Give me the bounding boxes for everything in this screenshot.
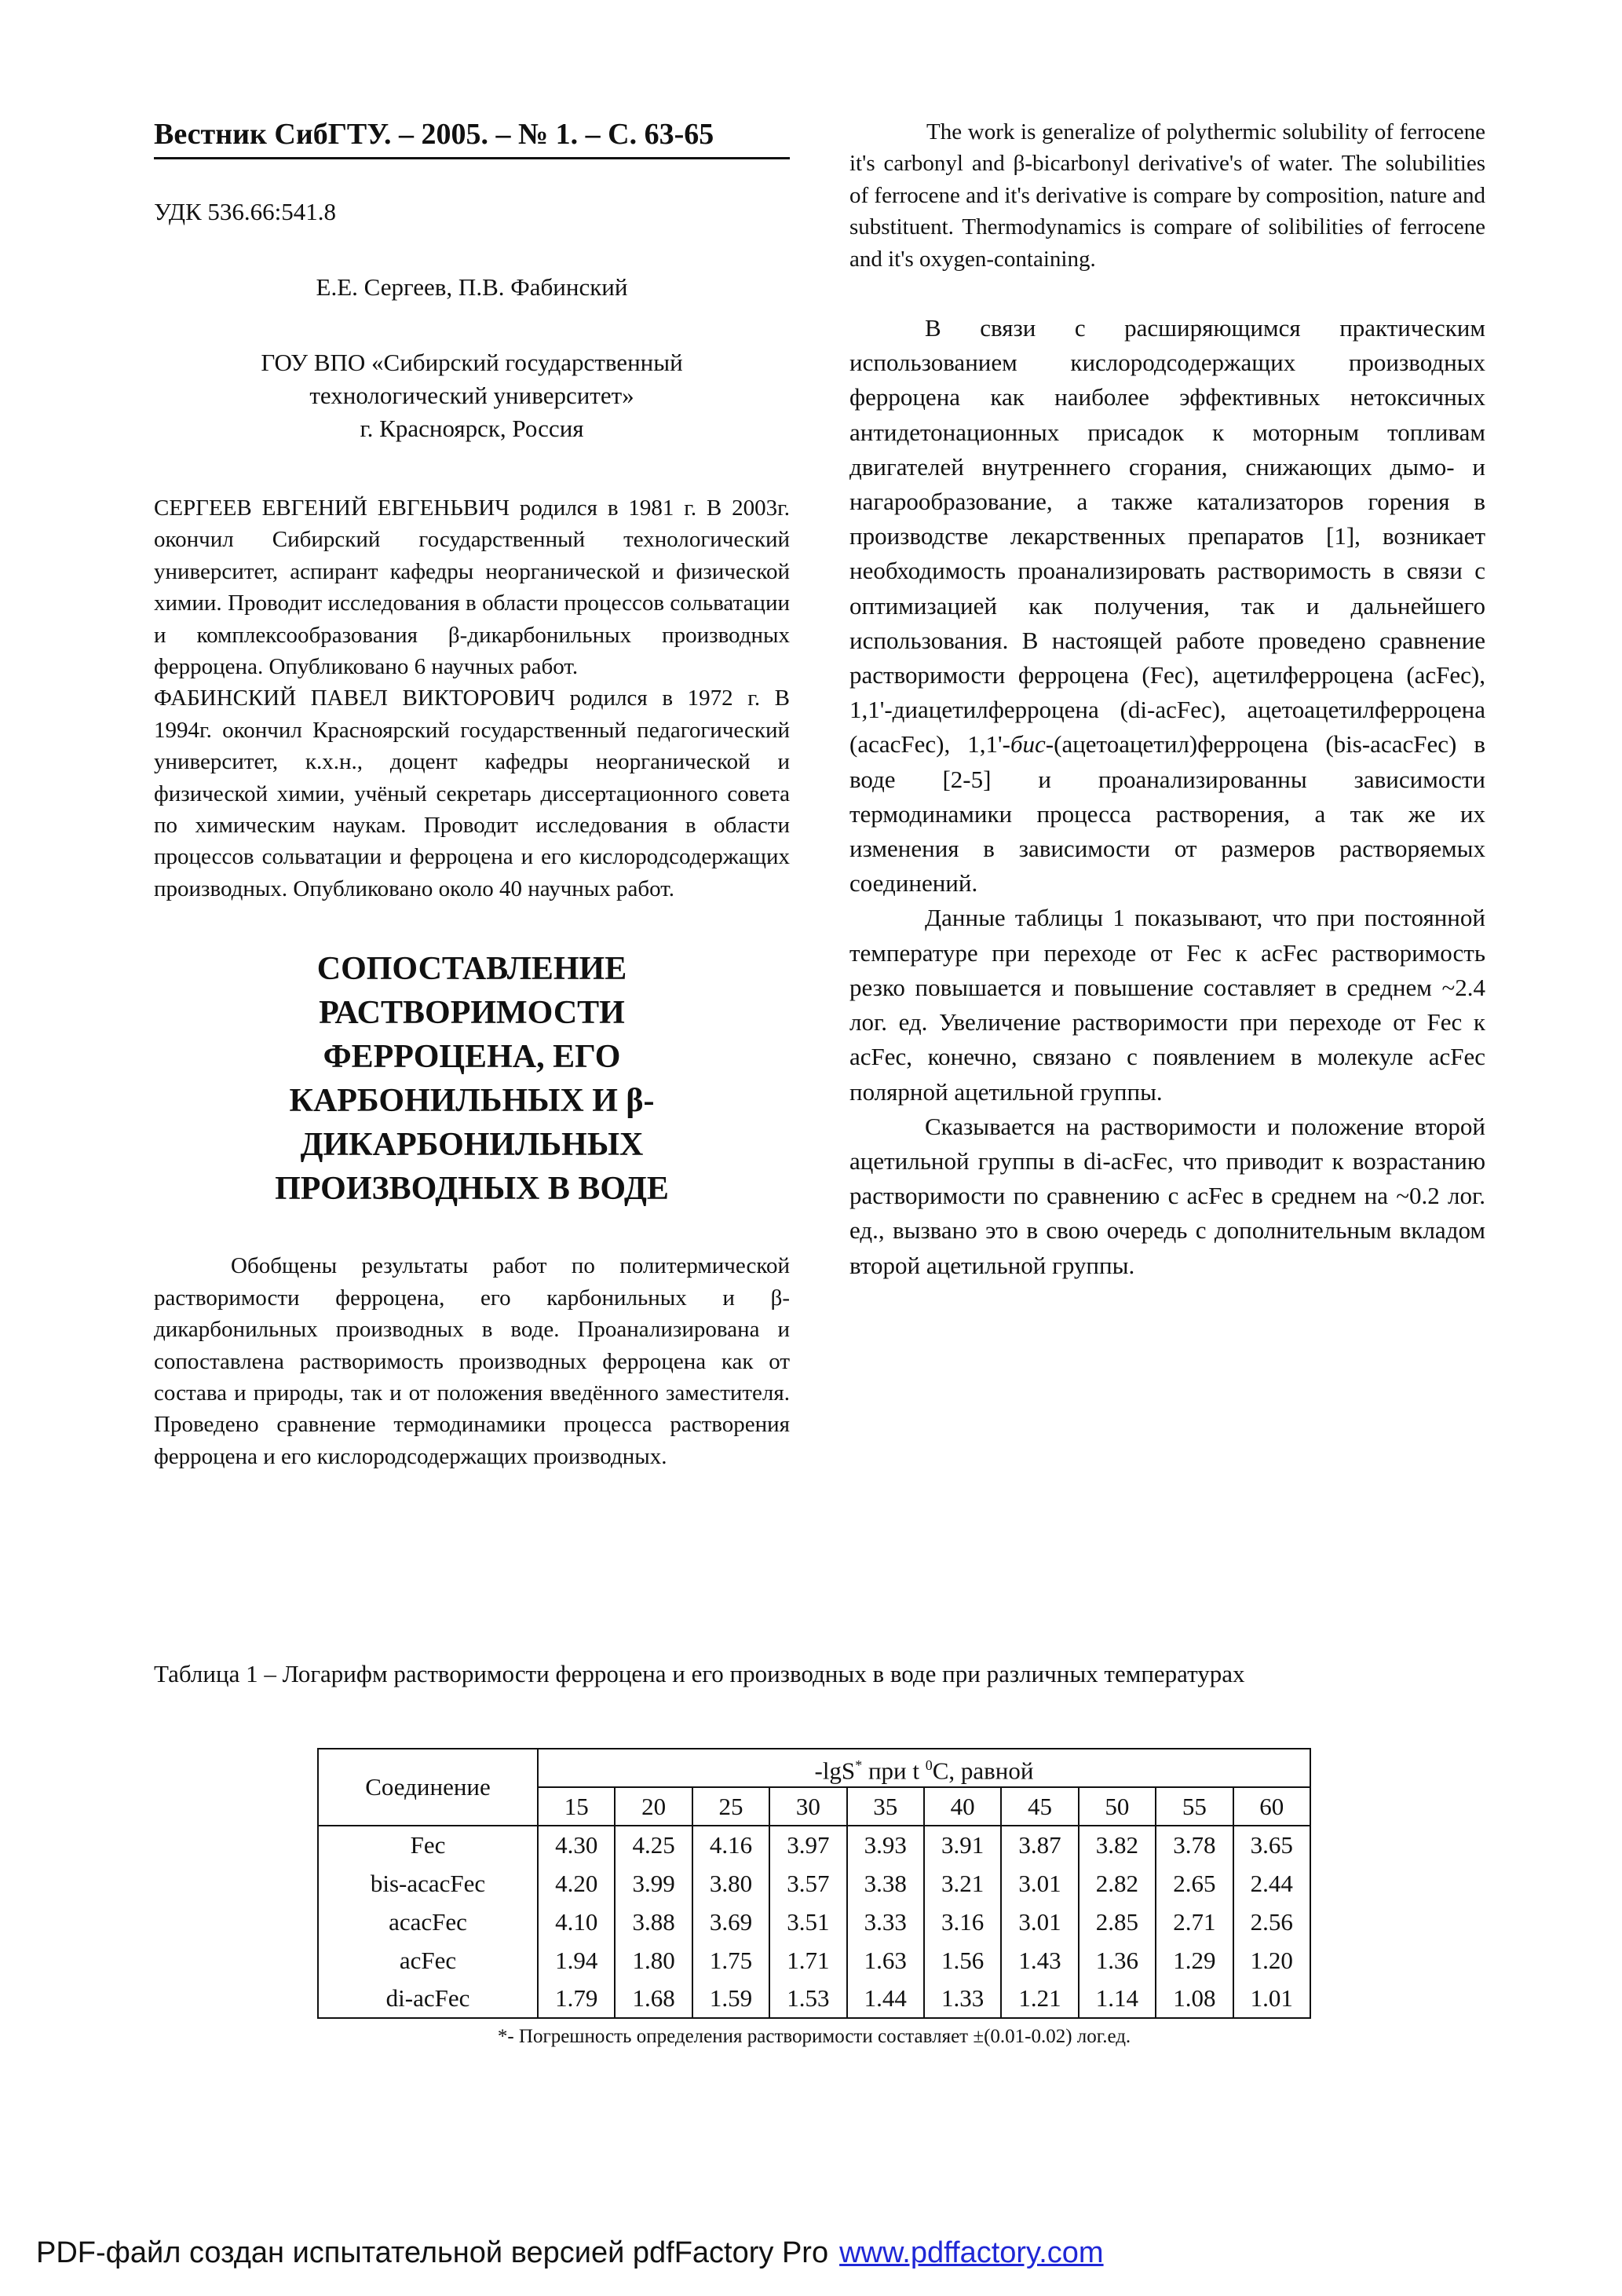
value-cell: 3.80 (692, 1864, 769, 1903)
value-cell: 1.21 (1001, 1980, 1078, 2018)
value-cell: 3.82 (1079, 1826, 1156, 1864)
value-cell: 3.78 (1156, 1826, 1233, 1864)
value-cell: 3.16 (924, 1903, 1001, 1941)
body-paragraph-2: Данные таблицы 1 показывают, что при постоянной температуре при переходе от Fec к acFec растворимость резко повышается и повышение составляет в среднем ~2.4 лог. ед. Увеличение растворимости при переходе от Fec к acFec, конечно, связано с появлением в молекуле acFec полярной ацетильной группы. (849, 904, 1485, 1106)
value-cell: 3.21 (924, 1864, 1001, 1903)
value-cell: 3.91 (924, 1826, 1001, 1864)
title-line: КАРБОНИЛЬНЫХ И β- (289, 1083, 655, 1120)
title-line: СОПОСТАВЛЕНИЕ (316, 951, 627, 988)
value-cell: 1.53 (769, 1980, 846, 2018)
value-cell: 3.97 (769, 1826, 846, 1864)
left-column (154, 116, 790, 1472)
title-line: ДИКАРБОНИЛЬНЫХ (300, 1127, 644, 1164)
value-cell: 1.14 (1079, 1980, 1156, 2018)
value-cell: 2.56 (1233, 1903, 1310, 1941)
value-cell: 1.63 (847, 1941, 924, 1980)
table-footnote: *- Погрешность определения растворимости составляет ±(0.01-0.02) лог.ед. (497, 2026, 1131, 2048)
body-text: -(ацетоацетил)ферроцена (bis-acacFec) в воде [2-5] и проанализированны зависимости термодинамики процесса растворения, а так же их изменения в зависимости от размеров растворяемых соединений. (849, 730, 1485, 898)
value-cell: 1.36 (1079, 1941, 1156, 1980)
pdf-watermark-footer (36, 2235, 1104, 2271)
table-row (318, 1903, 1310, 1941)
value-cell: 3.38 (847, 1864, 924, 1903)
affiliation-line: ГОУ ВПО «Сибирский государственный (261, 349, 683, 376)
value-cell: 3.01 (1001, 1864, 1078, 1903)
value-cell: 4.30 (538, 1826, 615, 1864)
table-row (318, 1864, 1310, 1903)
value-cell: 1.43 (1001, 1941, 1078, 1980)
col-header-asterisk: * (855, 1757, 863, 1773)
compound-name-cell: acFec (318, 1941, 538, 1980)
temperature-header: 40 (924, 1787, 1001, 1826)
value-cell: 3.57 (769, 1864, 846, 1903)
udk-code: УДК 536.66:541.8 (154, 198, 337, 225)
value-cell: 4.25 (615, 1826, 692, 1864)
value-cell: 3.93 (847, 1826, 924, 1864)
value-cell: 1.59 (692, 1980, 769, 2018)
author-bio-sergeev: СЕРГЕЕВ ЕВГЕНИЙ ЕВГЕНЬВИЧ родился в 1981 г. В 2003г. окончил Сибирский государственный технологический университет, аспирант кафедры неорганической и физической химии. Проводит исследования в области процессов сольватации и комплексообразования β-дикарбонильных производных ферроцена. Опубликовано 6 научных работ. (154, 495, 790, 680)
compound-name-cell: Fec (318, 1826, 538, 1864)
table-row (318, 1980, 1310, 2018)
value-cell: 1.79 (538, 1980, 615, 2018)
table-body (318, 1826, 1310, 2018)
value-cell: 3.99 (615, 1864, 692, 1903)
temperature-header: 30 (769, 1787, 846, 1826)
temperature-header: 45 (1001, 1787, 1078, 1826)
abstract-english: The work is generalize of polythermic solubility of ferrocene it's carbonyl and β-bicarbonyl derivative's of water. The solubilities of ferrocene and it's derivative is compare by composition, nature and substituent. Thermodynamics is compare of solibilities of ferrocene and it's oxygen-containing. (849, 119, 1485, 272)
footer-link[interactable]: www.pdffactory.com (839, 2236, 1104, 2269)
value-cell: 2.44 (1233, 1864, 1310, 1903)
col-header-lgs: -lgS (814, 1757, 856, 1785)
title-line: ФЕРРОЦЕНА, ЕГО (323, 1039, 621, 1076)
value-cell: 4.16 (692, 1826, 769, 1864)
value-cell: 1.68 (615, 1980, 692, 2018)
col-header-mid: при t (862, 1757, 926, 1785)
compound-name-cell: bis-acacFec (318, 1864, 538, 1903)
value-cell: 3.33 (847, 1903, 924, 1941)
temperature-header: 60 (1233, 1787, 1310, 1826)
value-cell: 1.94 (538, 1941, 615, 1980)
footer-text: PDF-файл создан испытательной версией pdfFactory Pro (36, 2236, 829, 2269)
value-cell: 2.82 (1079, 1864, 1156, 1903)
value-cell: 2.65 (1156, 1864, 1233, 1903)
value-cell: 3.69 (692, 1903, 769, 1941)
body-paragraph-3: Сказывается на растворимости и положение второй ацетильной группы в di-acFec, что приводит к возрастанию растворимости по сравнению с acFec в среднем на ~0.2 лог. ед., вызвано это в свою очередь с дополнительным вкладом второй ацетильной группы. (849, 1112, 1485, 1279)
value-cell: 3.87 (1001, 1826, 1078, 1864)
value-cell: 4.20 (538, 1864, 615, 1903)
table-row (318, 1826, 1310, 1864)
col-header-group (538, 1749, 1310, 1787)
article-title (154, 947, 790, 1211)
temperature-header: 15 (538, 1787, 615, 1826)
col-header-suffix: С, равной (932, 1757, 1034, 1785)
affiliation-line: г. Красноярск, Россия (360, 415, 584, 442)
body-paragraph-1 (849, 311, 1485, 901)
value-cell: 3.65 (1233, 1826, 1310, 1864)
temperature-header: 55 (1156, 1787, 1233, 1826)
col-header-compound: Соединение (318, 1749, 538, 1826)
author-bio-fabinsky: ФАБИНСКИЙ ПАВЕЛ ВИКТОРОВИЧ родился в 1972 г. В 1994г. окончил Красноярский государственный педагогический университет, к.х.н., доцент кафедры неорганической и физической химии, учёный секретарь диссертационного совета по химическим наукам. Проводит исследования в области процессов сольватации и ферроцена и его кислородсодержащих производных. Опубликовано около 40 научных работ. (154, 686, 790, 901)
table-caption: Таблица 1 – Логарифм растворимости ферроцена и его производных в воде при различных температурах (154, 1660, 1245, 1687)
compound-name-cell: acacFec (318, 1903, 538, 1941)
table-row (318, 1941, 1310, 1980)
value-cell: 1.33 (924, 1980, 1001, 2018)
value-cell: 3.51 (769, 1903, 846, 1941)
value-cell: 2.71 (1156, 1903, 1233, 1941)
compound-name-cell: di-acFec (318, 1980, 538, 2018)
value-cell: 1.44 (847, 1980, 924, 2018)
temperature-header: 25 (692, 1787, 769, 1826)
title-line: РАСТВОРИМОСТИ (319, 995, 625, 1032)
value-cell: 3.01 (1001, 1903, 1078, 1941)
authors: Е.Е. Сергеев, П.В. Фабинский (316, 273, 628, 301)
value-cell: 1.80 (615, 1941, 692, 1980)
body-italic-text: бис (1010, 730, 1046, 759)
value-cell: 1.56 (924, 1941, 1001, 1980)
temperature-header: 20 (615, 1787, 692, 1826)
value-cell: 1.29 (1156, 1941, 1233, 1980)
temperature-header: 35 (847, 1787, 924, 1826)
value-cell: 1.01 (1233, 1980, 1310, 2018)
title-line: ПРОИЗВОДНЫХ В ВОДЕ (275, 1171, 669, 1208)
right-column (849, 116, 1485, 1283)
body-text: В связи с расширяющимся практическим использованием кислородсодержащих производных ферроцена как наиболее эффективных нетоксичных антидетонационных присадок к моторным топливам двигателей внутреннего сгорания, снижающих дымо- и нагарообразование, а также катализаторов горения в производстве лекарственных препаратов [1], возникает необходимость проанализировать растворимость в связи с оптимизацией как получения, так и дальнейшего использования. В настоящей работе проведено сравнение растворимости ферроцена (Fec), ацетилферроцена (acFec), 1,1'-диацетилферроцена (di-acFec), ацетоацетилферроцена (acacFec), 1,1'- (849, 314, 1485, 759)
value-cell: 2.85 (1079, 1903, 1156, 1941)
value-cell: 1.71 (769, 1941, 846, 1980)
temperature-header: 50 (1079, 1787, 1156, 1826)
affiliation-line: технологический университет» (309, 382, 634, 409)
value-cell: 1.08 (1156, 1980, 1233, 2018)
value-cell: 1.20 (1233, 1941, 1310, 1980)
value-cell: 4.10 (538, 1903, 615, 1941)
abstract-russian: Обобщены результаты работ по политермической растворимости ферроцена, его карбонильных и β-дикарбонильных производных в воде. Проанализирована и сопоставлена растворимость производных ферроцена как от состава и природы, так и от положения введённого заместителя. Проведено сравнение термодинамики процесса растворения ферроцена и его кислородсодержащих производных. (154, 1253, 790, 1469)
solubility-table (317, 1748, 1311, 2019)
value-cell: 3.88 (615, 1903, 692, 1941)
solubility-table-wrap (317, 1748, 1311, 2050)
col-header-degree: 0 (925, 1757, 933, 1773)
value-cell: 1.75 (692, 1941, 769, 1980)
journal-header: Вестник СибГТУ. – 2005. – № 1. – С. 63-65 (154, 116, 790, 159)
affiliation (154, 346, 790, 445)
